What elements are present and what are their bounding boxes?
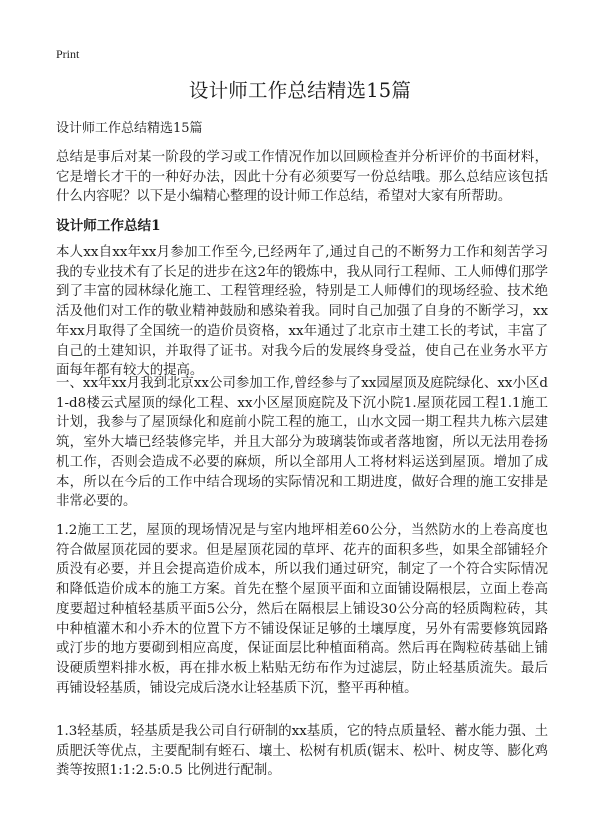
- intro-paragraph: 总结是事后对某一阶段的学习或工作情况作加以回顾检查并分析评价的书面材料，它是增长才干的一种好办法，因此十分有必须要写一份总结哦。那么总结应该包括什么内容呢？以下是小编精心整理的设计师工作总结，希望对大家有所帮助。: [56, 150, 548, 205]
- section-heading: 设计师工作总结1: [56, 218, 161, 234]
- body-paragraph-1: 本人xx自xx年xx月参加工作至今,已经两年了,通过自己的不断努力工作和刻苦学习我的专业技术有了长足的进步在这2年的锻炼中，我从同行工程师、工人师傅们那学到了丰富的园林绿化施工、工程管理经验，特别是工人师傅们的现场经验、技术绝活及他们对工作的敬业精神鼓励和感染着我。同时自己加强了自身的不断学习，xx年xx月取得了全国统一的造价员资格，xx年通过了北京市土建工长的考试，丰富了自己的土建知识，并取得了证书。对我今后的发展终身受益，使自己在业务水平方面每年都有较大的提高。: [56, 245, 548, 379]
- body-paragraph-3: 1.2施工工艺，屋顶的现场情况是与室内地坪相差60公分，当然防水的上卷高度也符合做屋顶花园的要求。但是屋顶花园的草坪、花卉的面积多些，如果全部铺轻介质没有必要，并且会提高造价成本，所以我们通过研究，制定了一个符合实际情况和降低造价成本的施工方案。首先在整个屋顶平面和立面铺设隔根层，立面上卷高度要超过种植轻基质平面5公分，然后在隔根层上铺设30公分高的轻质陶粒砖，其中种植灌木和小乔木的位置下方不铺设保证足够的土壤厚度，另外有需要修筑园路或汀步的地方要砌到相应高度，保证面层比种植面稍高。然后再在陶粒砖基础上铺设硬质塑料排水板，再在排水板上粘贴无纺布作为过滤层，防止轻基质流失。最后再铺设轻基质，铺设完成后浇水让轻基质下沉，整平再种植。: [56, 523, 548, 696]
- document-subtitle: 设计师工作总结精选15篇: [56, 121, 203, 136]
- print-link[interactable]: Print: [56, 47, 80, 61]
- body-paragraph-2: 一、xx年xx月我到北京xx公司参加工作,曾经参与了xx园屋顶及庭院绿化、xx小区d1-d8楼云式屋顶的绿化工程、xx小区屋顶庭院及下沉小院1.屋顶花园工程1.1施工计划，我参与了屋顶绿化和庭前小院工程的施工，山水文园一期工程共九栋六层建筑，室外大墙已经装修完毕，并且大部分为玻璃装饰或者落地窗，所以无法用卷扬机工作，否则会造成不必要的麻烦，所以全部用人工将材料运送到屋顶。增加了成本，所以在今后的工作中结合现场的实际情况和工期进度，做好合理的施工安排是非常必要的。: [56, 376, 548, 510]
- body-paragraph-4: 1.3轻基质，轻基质是我公司自行研制的xx基质，它的特点质量轻、蓄水能力强、土质肥沃等优点，主要配制有蛭石、壤土、松树有机质(锯末、松叶、树皮等、膨化鸡粪等按照1:1:2.5:0.5 比例进行配制。: [56, 724, 548, 779]
- document-title: 设计师工作总结精选15篇: [188, 79, 412, 102]
